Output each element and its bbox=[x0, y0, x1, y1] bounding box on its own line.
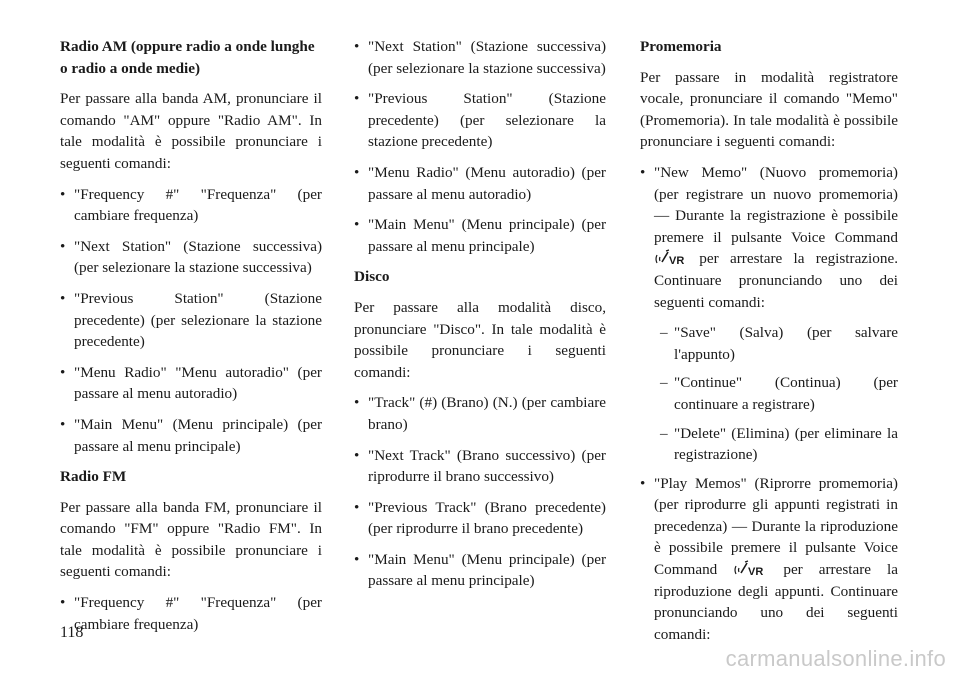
list-item-text: "Main Menu" (Menu principale) (per passare al menu principale) bbox=[368, 216, 606, 255]
list-item-text-cont: per arrestare la registrazione. Continuare pronunciando uno dei seguenti comandi: bbox=[654, 250, 898, 311]
list-radio-fm-commands-cont bbox=[354, 36, 606, 257]
heading-radio-fm: Radio FM bbox=[60, 468, 127, 486]
list-item-text: "Main Menu" (Menu principale) (per passare al menu principale) bbox=[368, 550, 606, 590]
list-item-text: "Next Station" (Stazione successiva) (per selezionare la stazione successiva) bbox=[368, 38, 606, 77]
bullet: • bbox=[60, 289, 66, 307]
bullet: • bbox=[354, 38, 360, 55]
list-item-text: "Frequency #" "Frequenza" (per cambiare frequenza) bbox=[74, 185, 322, 225]
bullet: • bbox=[354, 550, 360, 568]
list-item bbox=[354, 392, 606, 435]
list-item-text: "Play Memos" (Riprorre promemoria) (per riprodurre gli appunti registrati in precedenza) — Durante la riproduzione è possibile premere il pulsante Voice Command bbox=[654, 474, 898, 579]
list-item bbox=[60, 288, 322, 353]
list-item bbox=[354, 88, 606, 153]
paragraph-promemoria: Per passare in modalità registratore vocale, pronunciare il comando "Memo" (Promemoria). In tale modalità è possibile pronunciare i seguenti comandi: bbox=[640, 68, 898, 151]
list-item bbox=[354, 497, 606, 540]
sublist-item bbox=[640, 423, 898, 466]
page-number: 118 bbox=[60, 624, 84, 641]
list-item bbox=[354, 214, 606, 257]
list-item bbox=[60, 592, 322, 635]
list-item-text: "Menu Radio" "Menu autoradio" (per passare al menu autoradio) bbox=[74, 363, 322, 403]
voice-icon-label: VR bbox=[669, 255, 685, 267]
list-item-text: "Track" (#) (Brano) (N.) (per cambiare brano) bbox=[368, 394, 606, 433]
dash: – bbox=[660, 374, 668, 392]
bullet: • bbox=[60, 363, 66, 381]
list-item-text: "Main Menu" (Menu principale) (per passare al menu principale) bbox=[74, 415, 322, 455]
heading-promemoria: Promemoria bbox=[640, 38, 722, 55]
list-item-text: "Menu Radio" (Menu autoradio) (per passare al menu autoradio) bbox=[368, 163, 606, 203]
sublist-item-text: "Save" (Salva) (per salvare l'appunto) bbox=[674, 324, 898, 363]
voice-command-icon bbox=[654, 249, 688, 266]
paragraph-radio-am: Per passare alla banda AM, pronunciare il comando "AM" oppure "Radio AM". In tale modalità è possibile pronunciare i seguenti comandi: bbox=[60, 90, 322, 172]
bullet: • bbox=[640, 163, 646, 181]
list-item bbox=[354, 445, 606, 488]
sublist-item-text: "Continue" (Continua) (per continuare a registrare) bbox=[674, 374, 898, 413]
column-1 bbox=[60, 36, 322, 644]
heading-radio-am: Radio AM (oppure radio a onde lunghe o radio a onde medie) bbox=[60, 38, 315, 77]
list-item bbox=[60, 362, 322, 405]
bullet: • bbox=[354, 216, 360, 234]
column-3 bbox=[640, 36, 898, 654]
bullet: • bbox=[60, 237, 66, 255]
list-item bbox=[354, 549, 606, 592]
voice-command-icon bbox=[733, 560, 767, 577]
dash: – bbox=[660, 324, 668, 342]
list-item-text: "New Memo" (Nuovo promemoria) (per registrare un nuovo promemoria) — Durante la registrazione è possibile premere il pulsante Voice Command bbox=[654, 163, 898, 246]
dash: – bbox=[660, 424, 668, 442]
list-item bbox=[354, 162, 606, 205]
paragraph-radio-fm: Per passare alla banda FM, pronunciare il comando "FM" oppure "Radio FM". In tale modalità è possibile pronunciare i seguenti comandi: bbox=[60, 498, 322, 581]
bullet: • bbox=[354, 498, 360, 516]
list-item bbox=[60, 184, 322, 227]
list-item-text: "Previous Track" (Brano precedente) (per riprodurre il brano precedente) bbox=[368, 498, 606, 538]
list-radio-fm-commands bbox=[60, 592, 322, 635]
list-item-text-cont: per arrestare la riproduzione degli appunti. Continuare pronunciando uno dei seguenti comandi: bbox=[654, 561, 899, 643]
bullet: • bbox=[354, 446, 360, 464]
bullet: • bbox=[60, 594, 66, 612]
list-item bbox=[60, 414, 322, 457]
list-item-text: "Frequency #" "Frequenza" (per cambiare frequenza) bbox=[74, 594, 322, 633]
heading-disco: Disco bbox=[354, 268, 390, 286]
watermark: carmanualsonline.info bbox=[725, 646, 946, 671]
list-radio-am-commands bbox=[60, 184, 322, 458]
sublist-item bbox=[640, 372, 898, 415]
list-item-text: "Previous Station" (Stazione precedente) (per selezionare la stazione precedente) bbox=[368, 90, 606, 151]
list-item-text: "Previous Station" (Stazione precedente) (per selezionare la stazione precedente) bbox=[74, 289, 322, 351]
list-item-new-memo bbox=[640, 162, 898, 313]
sublist-item-text: "Delete" (Elimina) (per eliminare la registrazione) bbox=[674, 424, 898, 464]
list-item-text: "Next Track" (Brano successivo) (per riprodurre il brano successivo) bbox=[368, 446, 606, 486]
paragraph-disco: Per passare alla modalità disco, pronunciare "Disco". In tale modalità è possibile pronunciare i seguenti comandi: bbox=[354, 298, 606, 381]
list-disco-commands bbox=[354, 392, 606, 592]
list-item-text: "Next Station" (Stazione successiva) (per selezionare la stazione successiva) bbox=[74, 237, 322, 277]
bullet: • bbox=[354, 90, 360, 108]
bullet: • bbox=[60, 415, 66, 433]
list-item bbox=[60, 236, 322, 279]
list-item bbox=[354, 36, 606, 79]
column-2 bbox=[354, 36, 606, 601]
bullet: • bbox=[640, 474, 646, 492]
sublist-memo-commands bbox=[640, 322, 898, 466]
bullet: • bbox=[60, 185, 66, 203]
sublist-item bbox=[640, 322, 898, 365]
voice-icon-label: VR bbox=[748, 566, 764, 578]
list-item-play-memos bbox=[640, 473, 898, 646]
bullet: • bbox=[354, 163, 360, 181]
bullet: • bbox=[354, 394, 360, 412]
